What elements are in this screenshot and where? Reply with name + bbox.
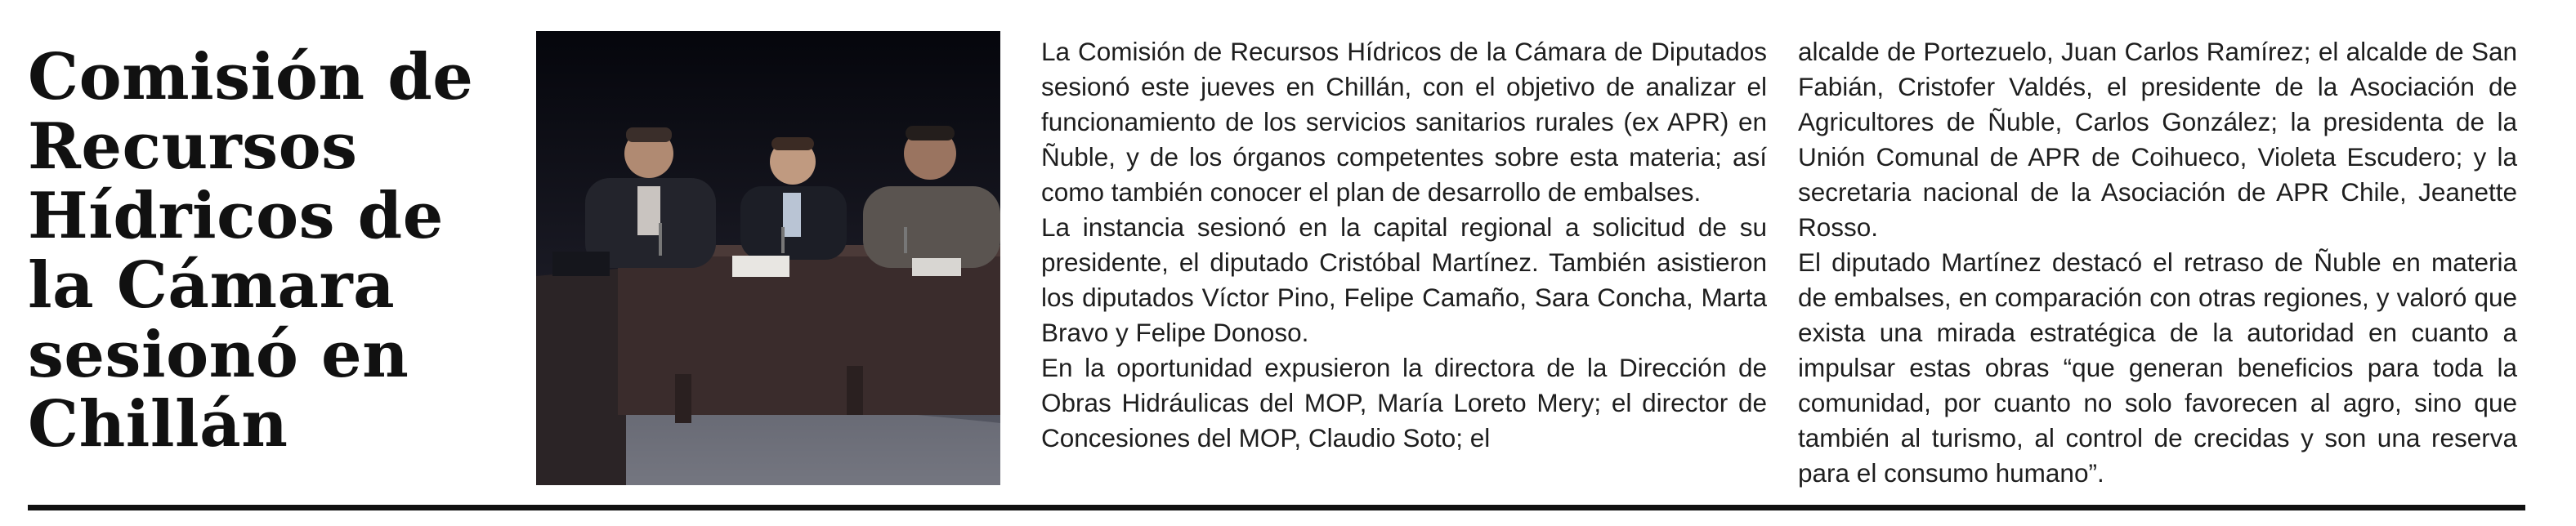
article-paragraph: El diputado Martínez destacó el retraso de Ñuble en materia de embalses, en comparación con otras regiones, y valoró que exista una mirada estratégica de la autoridad en cuanto a impulsar estas obras “que generan beneficios para toda la comunidad, por cuanto no solo favorecen al agro, sino que también al turismo, al control de crecidas y son una reserva para el consumo humano”. (1798, 247, 2517, 488)
meeting-photo-icon (536, 31, 1000, 485)
article-column-1 (1041, 34, 1767, 456)
meeting-photo (536, 31, 1000, 485)
article-paragraph: alcalde de Portezuelo, Juan Carlos Ramírez; el alcalde de San Fabián, Cristofer Valdés, el presidente de la Asociación de Agricultores de Ñuble, Carlos González; la presidenta de la Unión Comunal de APR de Coihueco, Violeta Escudero; y la secretaria nacional de la Asociación de APR Chile, Jeanette Rosso. (1798, 37, 2517, 242)
article-paragraph: En la oportunidad expusieron la directora de la Dirección de Obras Hidráulicas del MOP, María Loreto Mery; el director de Concesiones del MOP, Claudio Soto; el (1041, 353, 1767, 452)
article-headline: Comisión de Recursos Hídricos de la Cámara sesionó en Chillán (28, 40, 474, 461)
article-paragraph: La Comisión de Recursos Hídricos de la Cámara de Diputados sesionó este jueves en Chillán, con el objetivo de analizar el funcionamiento de los servicios sanitarios rurales (ex APR) en Ñuble, y de los órganos competentes sobre esta materia; así como también conocer el plan de desarrollo de embalses. (1041, 37, 1767, 207)
article-paragraph: La instancia sesionó en la capital regional a solicitud de su presidente, el diputado Cristóbal Martínez. También asistieron los diputados Víctor Pino, Felipe Camaño, Sara Concha, Marta Bravo y Felipe Donoso. (1041, 212, 1767, 347)
article-column-2 (1798, 34, 2517, 491)
bottom-divider (28, 505, 2525, 510)
